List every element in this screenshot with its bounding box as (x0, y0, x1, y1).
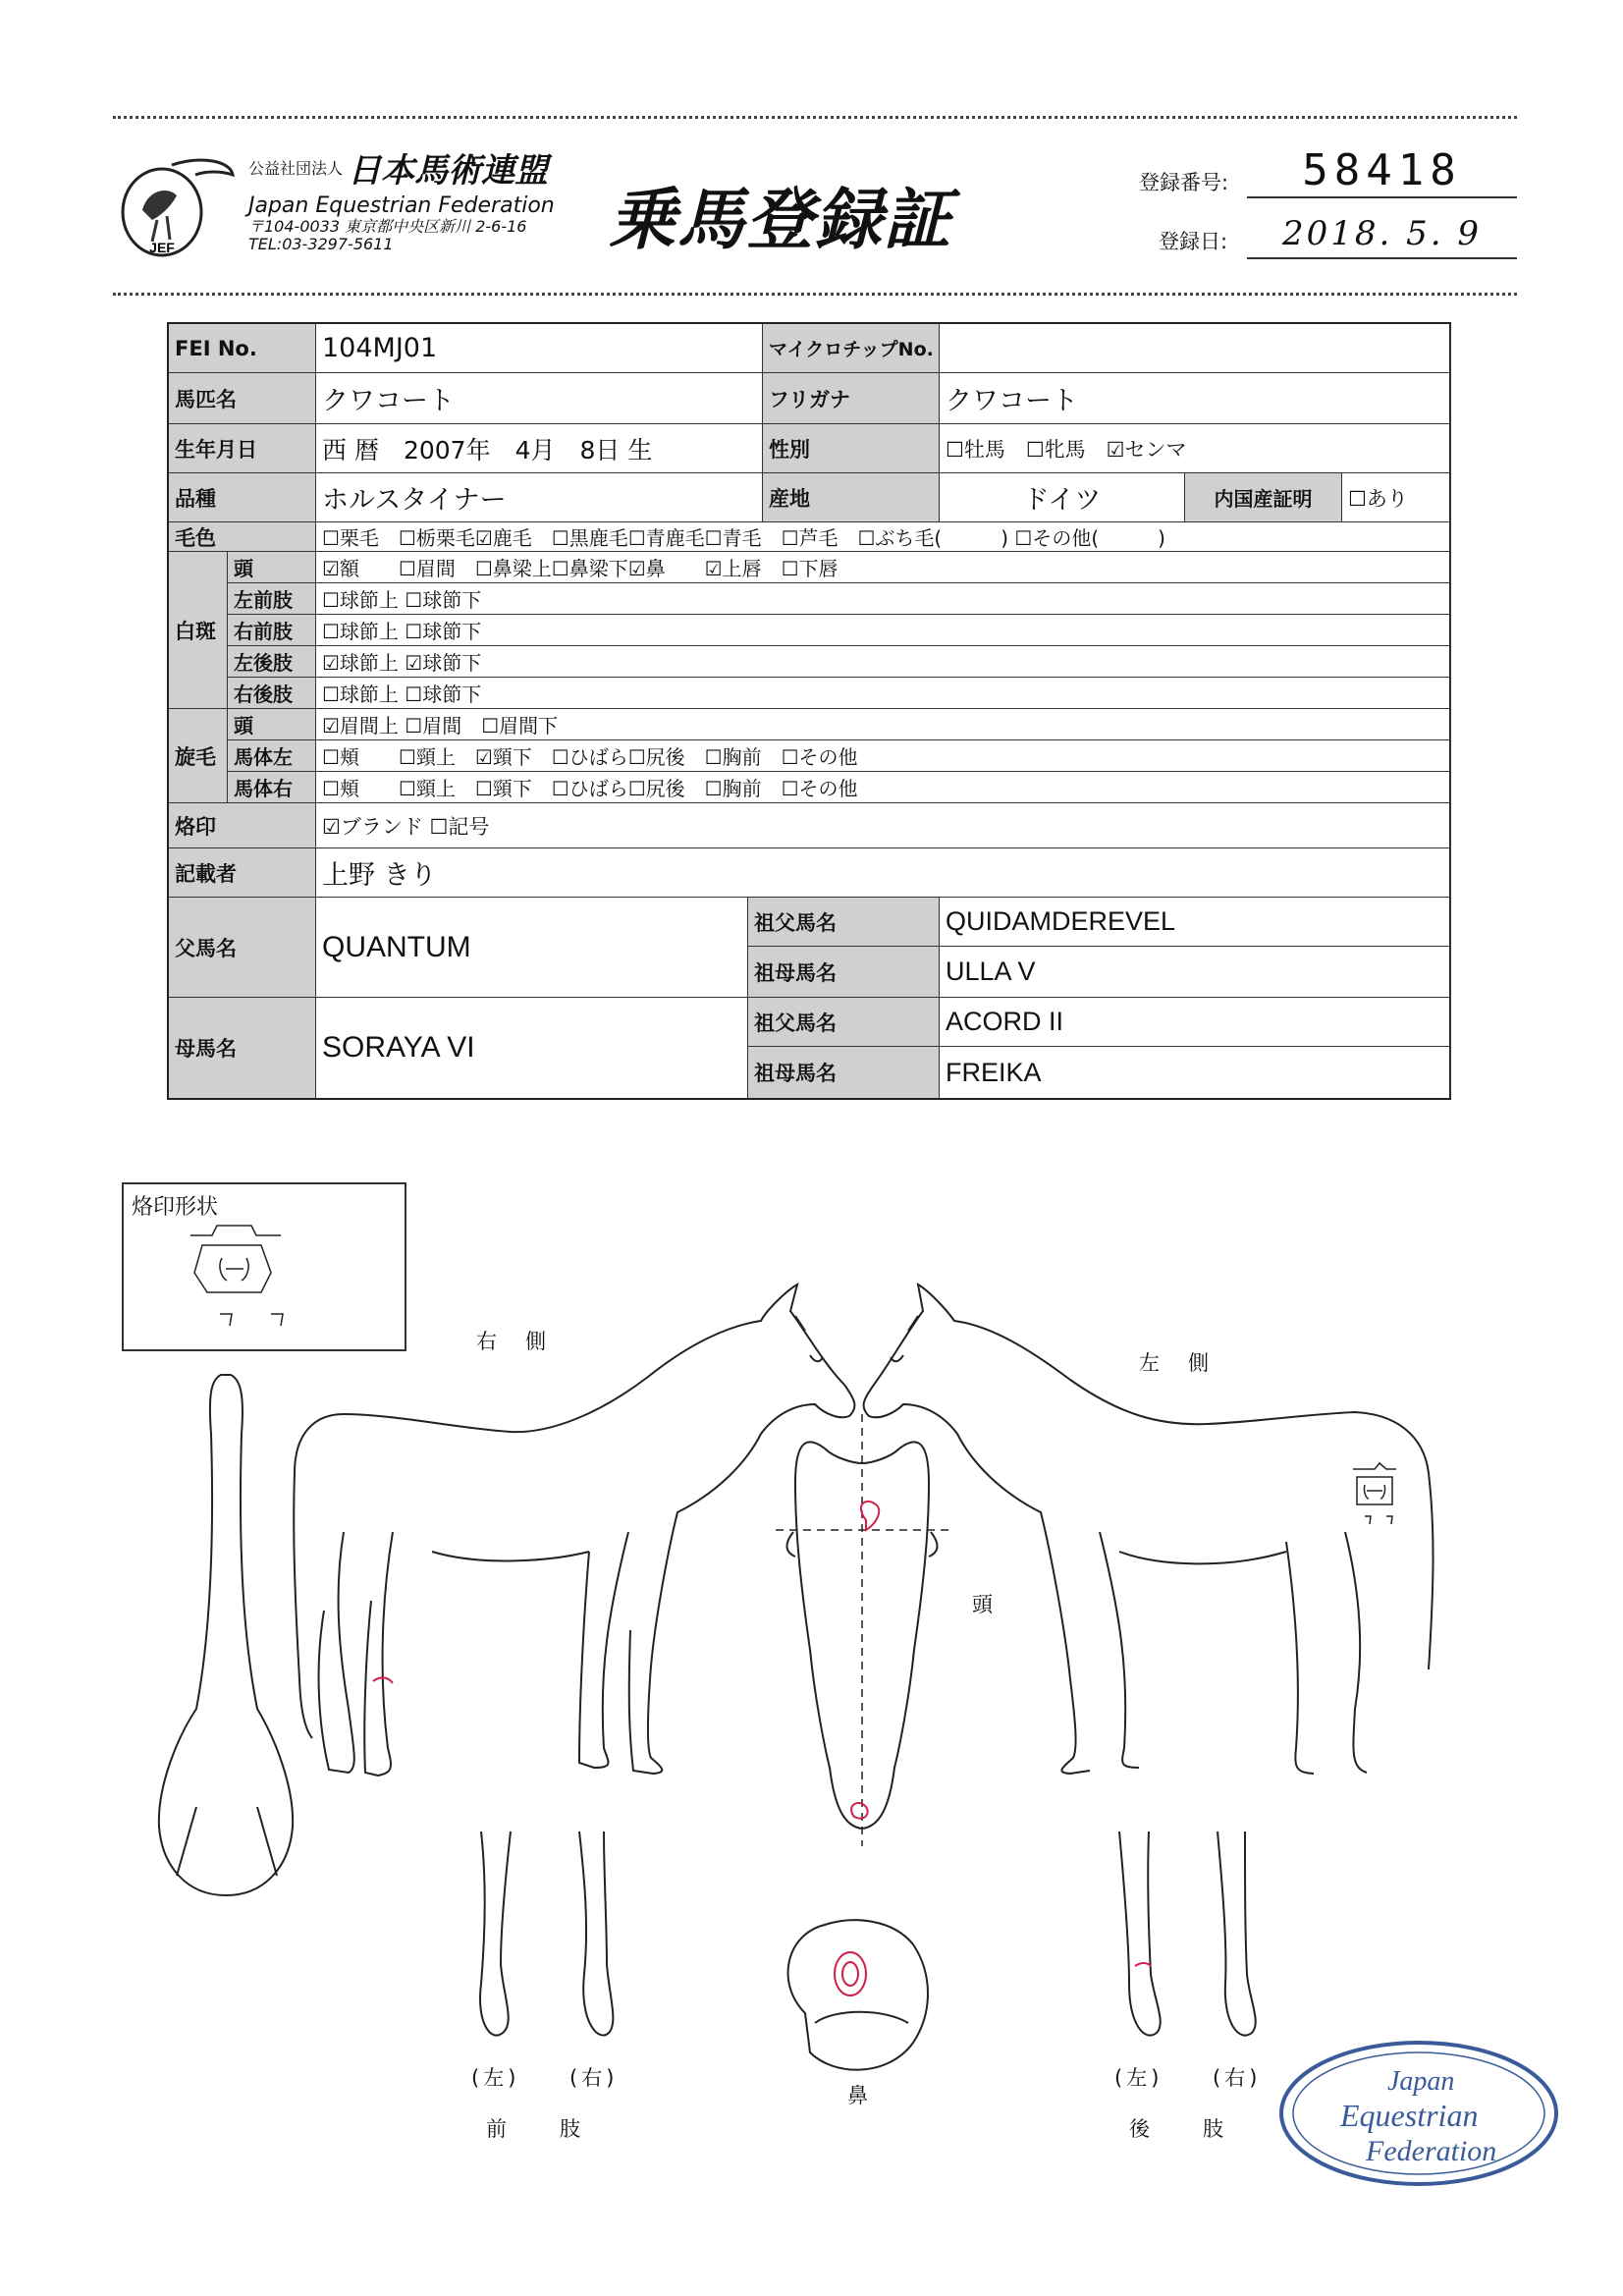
horse-name-value: クワコート (316, 373, 763, 424)
certificate-header (113, 137, 1517, 285)
whorl-part-body-left: 馬体左 (228, 740, 316, 772)
stamp-line-2: Equestrian (1340, 2098, 1479, 2133)
org-address: 〒104-0033 東京都中央区新川 2-6-16 (248, 217, 527, 236)
dotted-rule-bottom (113, 293, 1517, 296)
forelimb-label: 前 肢 (486, 2117, 584, 2141)
forehead-mark-icon (861, 1502, 879, 1530)
forelimb-right-paren: (右) (569, 2066, 619, 2090)
jef-stamp-icon (1271, 2025, 1566, 2202)
white-part-left-hind: 左後肢 (228, 646, 316, 678)
marking-annotations (373, 1502, 1151, 1995)
domestic-proof-label: 内国産証明 (1185, 473, 1342, 522)
hindlimb-right-paren: (右) (1213, 2066, 1262, 2090)
right-side-horse-icon (294, 1285, 854, 1776)
whorl-options-head: ☑眉間上 ☐眉間 ☐眉間下 (316, 709, 1451, 740)
right-side-label: 右 側 (476, 1330, 550, 1353)
white-options-left-hind: ☑球節上 ☑球節下 (316, 646, 1451, 678)
head-label: 頭 (972, 1593, 997, 1616)
birthdate-label: 生年月日 (169, 424, 316, 473)
dam-granddam-label: 祖母馬名 (748, 1047, 940, 1098)
sex-label: 性別 (763, 424, 940, 473)
white-options-right-hind: ☐球節上 ☐球節下 (316, 678, 1451, 709)
writer-label: 記載者 (169, 848, 316, 898)
stamp-line-3: Federation (1366, 2135, 1497, 2167)
dam-grandsire-label: 祖父馬名 (748, 998, 940, 1047)
marking-diagram-area (0, 1120, 1623, 2296)
sex-options: ☐牡馬 ☐牝馬 ☑センマ (940, 424, 1451, 473)
org-type: 公益社団法人 (248, 159, 344, 178)
dam-label: 母馬名 (169, 998, 316, 1098)
horse-name-label: 馬匹名 (169, 373, 316, 424)
microchip-value (940, 324, 1451, 373)
white-markings-label: 白斑 (169, 552, 228, 709)
hind-limb-mark-icon (1135, 1963, 1151, 1966)
dam-grandsire-value: ACORD II (940, 998, 1451, 1047)
domestic-proof-option: ☐あり (1342, 473, 1451, 522)
hindlimbs-icon (1119, 1831, 1256, 2036)
furigana-label: フリガナ (763, 373, 940, 424)
sire-grandsire-value: QUIDAMDEREVEL (940, 898, 1451, 947)
hindlimb-left-paren: (左) (1114, 2066, 1163, 2090)
left-side-label: 左 側 (1139, 1351, 1213, 1375)
front-head-icon (776, 1414, 952, 1846)
brand-shape-label: 烙印形状 (132, 1195, 219, 1220)
white-options-head: ☑額 ☐眉間 ☐鼻梁上☐鼻梁下☑鼻 ☑上唇 ☐下唇 (316, 552, 1451, 583)
hindlimb-label: 後 肢 (1129, 2117, 1227, 2141)
whorls-label: 旋毛 (169, 709, 228, 803)
sire-grandsire-label: 祖父馬名 (748, 898, 940, 947)
lip-mark-icon (851, 1803, 868, 1819)
jef-logo-icon (113, 151, 236, 264)
org-name-en: Japan Equestrian Federation (248, 193, 555, 218)
registration-date-value: 2018. 5. 9 (1247, 214, 1517, 259)
muzzle-icon (788, 1920, 928, 2069)
white-options-left-fore: ☐球節上 ☐球節下 (316, 583, 1451, 615)
breed-label: 品種 (169, 473, 316, 522)
horse-brand-sketch-icon (1353, 1463, 1396, 1524)
sire-granddam-label: 祖母馬名 (748, 947, 940, 998)
whorl-part-head: 頭 (228, 709, 316, 740)
writer-value: 上野 きり (316, 848, 1451, 898)
white-part-left-fore: 左前肢 (228, 583, 316, 615)
furigana-value: クワコート (940, 373, 1451, 424)
white-part-right-hind: 右後肢 (228, 678, 316, 709)
fei-label: FEI No. (169, 324, 316, 373)
dam-granddam-value: FREIKA (940, 1047, 1451, 1098)
sire-label: 父馬名 (169, 898, 316, 998)
coat-color-options: ☐栗毛 ☐栃栗毛☑鹿毛 ☐黒鹿毛☐青鹿毛☐青毛 ☐芦毛 ☐ぶち毛( ) ☐その他( ) (316, 522, 1451, 552)
stamp-line-1: Japan (1387, 2066, 1455, 2097)
birthdate-value: 西 暦 2007年 4月 8日 生 (316, 424, 763, 473)
white-part-right-fore: 右前肢 (228, 615, 316, 646)
white-part-head: 頭 (228, 552, 316, 583)
sire-granddam-value: ULLA V (940, 947, 1451, 998)
whorl-part-body-right: 馬体右 (228, 772, 316, 803)
org-tel: TEL:03-3297-5611 (248, 235, 394, 253)
organization-block (248, 143, 555, 253)
nose-mark-inner-icon (842, 1962, 858, 1986)
org-name-ja: 日本馬術連盟 (348, 151, 549, 191)
registration-number-value: 58418 (1247, 145, 1517, 198)
origin-value: ドイツ (940, 473, 1185, 522)
dotted-rule-top (113, 116, 1517, 119)
brand-label: 烙印 (169, 803, 316, 848)
white-options-right-fore: ☐球節上 ☐球節下 (316, 615, 1451, 646)
logo-text: JEF (149, 240, 175, 255)
origin-label: 産地 (763, 473, 940, 522)
forelimbs-icon (480, 1831, 613, 2036)
registration-date-label: 登録日: (1159, 230, 1228, 253)
breed-value: ホルスタイナー (316, 473, 763, 522)
registration-number-label: 登録番号: (1139, 171, 1229, 194)
sire-value: QUANTUM (316, 898, 748, 998)
fei-value: 104MJ01 (316, 324, 763, 373)
dam-value: SORAYA VI (316, 998, 748, 1098)
nose-mark-icon (835, 1952, 866, 1995)
forelimb-left-paren: (左) (471, 2066, 520, 2090)
whorl-options-body-left: ☐頬 ☐頸上 ☑頸下 ☐ひばら☐尻後 ☐胸前 ☐その他 (316, 740, 1451, 772)
whorl-options-body-right: ☐頬 ☐頸上 ☐頸下 ☐ひばら☐尻後 ☐胸前 ☐その他 (316, 772, 1451, 803)
registration-form-table (167, 322, 1451, 1100)
coat-color-label: 毛色 (169, 522, 316, 552)
top-view-horse-icon (159, 1375, 293, 1895)
document-title: 乗馬登録証 (609, 181, 953, 259)
microchip-label: マイクロチップNo. (763, 324, 940, 373)
brand-options: ☑ブランド ☐記号 (316, 803, 1451, 848)
muzzle-label: 鼻 (847, 2084, 872, 2107)
